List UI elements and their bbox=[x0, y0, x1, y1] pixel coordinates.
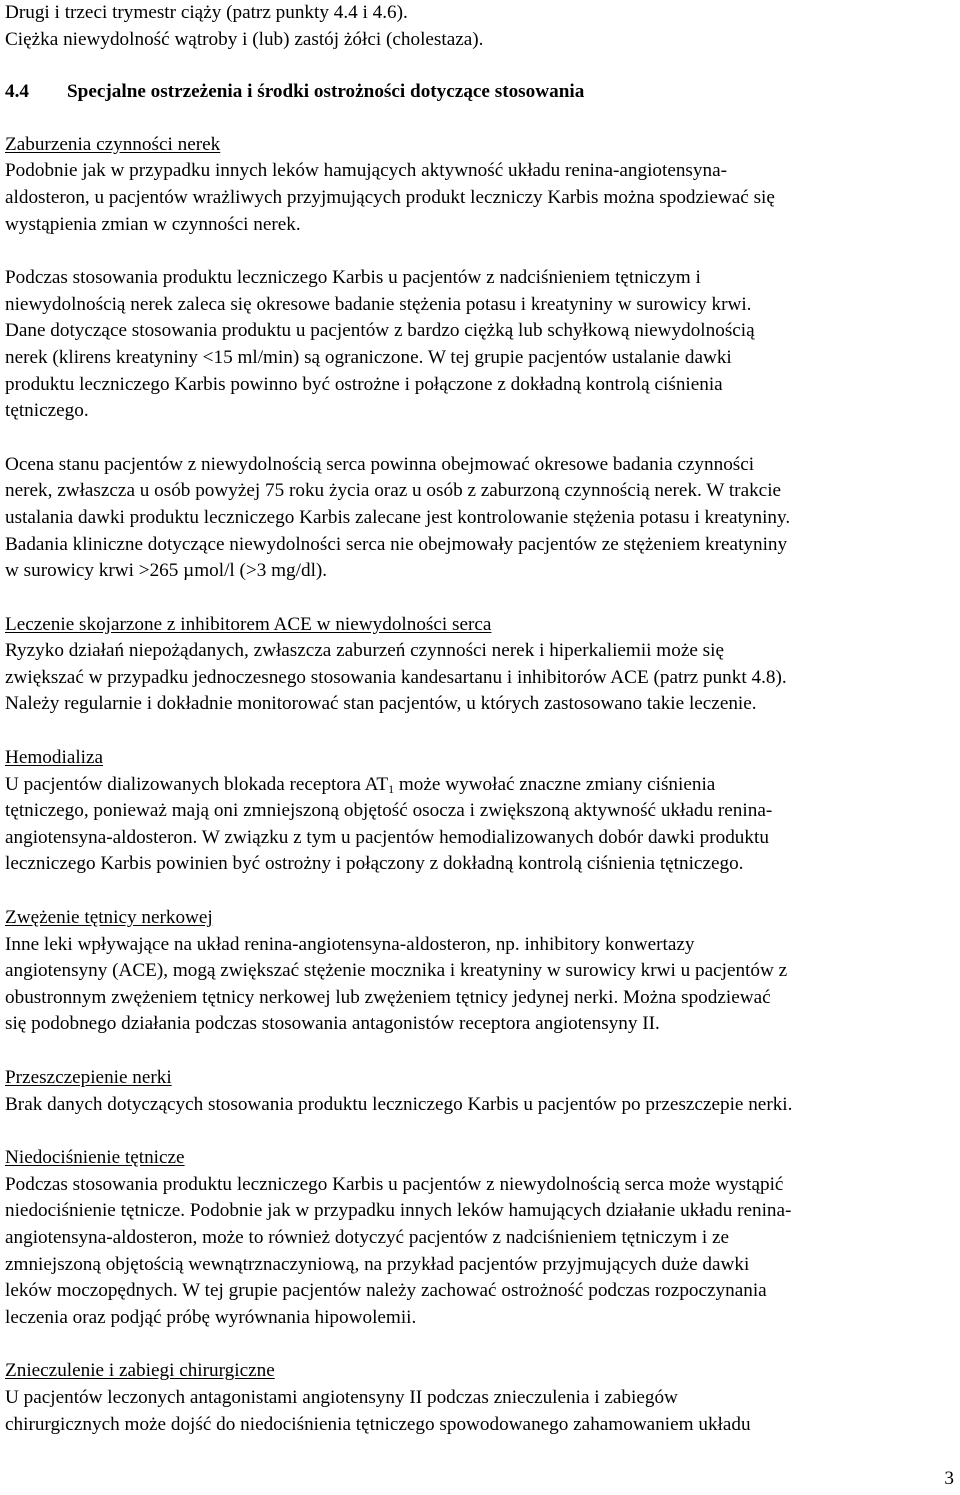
paragraph-line: U pacjentów leczonych antagonistami angiotensyny II podczas znieczulenia i zabiegów bbox=[5, 1386, 678, 1408]
text-fragment: może wywołać znaczne zmiany ciśnienia bbox=[394, 773, 716, 795]
page-number: 3 bbox=[944, 1468, 954, 1489]
subheading-renal-stenosis: Zwężenie tętnicy nerkowej bbox=[5, 907, 213, 929]
paragraph-line: w surowicy krwi >265 µmol/l (>3 mg/dl). bbox=[5, 560, 328, 582]
paragraph-line: produktu leczniczego Karbis powinno być ostrożne i połączone z dokładną kontrolą ciśnienia bbox=[5, 373, 723, 395]
subscript: 1 bbox=[388, 781, 395, 796]
subheading-hemodialysis: Hemodializa bbox=[5, 747, 104, 769]
paragraph-line: wystąpienia zmian w czynności nerek. bbox=[5, 213, 301, 235]
paragraph-line: nerek (klirens kreatyniny <15 ml/min) są ograniczone. W tej grupie pacjentów ustalanie dawki bbox=[5, 346, 732, 368]
paragraph-line: angiotensyna-aldosteron, może to również dotyczyć pacjentów z nadciśnieniem tętniczym i ze bbox=[5, 1226, 730, 1248]
paragraph-line: Podobnie jak w przypadku innych leków hamujących aktywność układu renina-angiotensyna- bbox=[5, 160, 727, 182]
paragraph-line: leczenia oraz podjąć próbę wyrównania hipowolemii. bbox=[5, 1306, 417, 1328]
paragraph-line: aldosteron, u pacjentów wrażliwych przyjmujących produkt leczniczy Karbis można spodziewać się bbox=[5, 186, 775, 208]
paragraph-line: chirurgicznych może dojść do niedociśnienia tętniczego spowodowanego zahamowaniem układu bbox=[5, 1413, 751, 1435]
paragraph-line: Inne leki wpływające na układ renina-angiotensyna-aldosteron, np. inhibitory konwertazy bbox=[5, 933, 695, 955]
subheading-anesthesia-surgery: Znieczulenie i zabiegi chirurgiczne bbox=[5, 1360, 275, 1382]
paragraph-line: Podczas stosowania produktu leczniczego Karbis u pacjentów z nadciśnieniem tętniczym i bbox=[5, 267, 701, 289]
paragraph-line: Podczas stosowania produktu leczniczego Karbis u pacjentów z niewydolnością serca może wystąpić bbox=[5, 1173, 784, 1195]
subheading-hypotension: Niedociśnienie tętnicze bbox=[5, 1147, 185, 1169]
paragraph-line: obustronnym zwężeniem tętnicy nerkowej lub zwężeniem tętnicy jedynej nerki. Można spodziewać bbox=[5, 986, 771, 1008]
paragraph-line: niewydolnością nerek zaleca się okresowe badanie stężenia potasu i kreatyniny w surowicy krwi. bbox=[5, 293, 752, 315]
paragraph-line: Dane dotyczące stosowania produktu u pacjentów z bardzo ciężką lub schyłkową niewydolnością bbox=[5, 320, 755, 342]
paragraph-line: Należy regularnie i dokładnie monitorować stan pacjentów, u których zastosowano takie leczenie. bbox=[5, 693, 757, 715]
paragraph-line: nerek, zwłaszcza u osób powyżej 75 roku życia oraz u osób z zaburzoną czynnością nerek. W trakcie bbox=[5, 480, 782, 502]
subheading-kidney: Zaburzenia czynności nerek bbox=[5, 133, 221, 155]
paragraph-line: niedociśnienie tętnicze. Podobnie jak w przypadku innych leków hamujących działanie układu renina- bbox=[5, 1200, 792, 1222]
paragraph-line: tętniczego, ponieważ mają oni zmniejszoną objętość osocza i zwiększoną aktywność układu renina- bbox=[5, 800, 773, 822]
paragraph-line: Ocena stanu pacjentów z niewydolnością serca powinna obejmować okresowe badania czynności bbox=[5, 453, 755, 475]
intro-line: Ciężka niewydolność wątroby i (lub) zastój żółci (cholestaza). bbox=[5, 28, 484, 50]
paragraph-line: leków moczopędnych. W tej grupie pacjentów należy zachować ostrożność podczas rozpoczynania bbox=[5, 1280, 767, 1302]
subheading-ace-combination: Leczenie skojarzone z inhibitorem ACE w niewydolności serca bbox=[5, 613, 492, 635]
paragraph-line: leczniczego Karbis powinien być ostrożny i połączony z dokładną kontrolą ciśnienia tętniczego. bbox=[5, 853, 744, 875]
document-page bbox=[5, 0, 960, 1438]
paragraph-line: ustalania dawki produktu leczniczego Karbis zalecane jest kontrolowanie stężenia potasu i kreatyniny. bbox=[5, 506, 791, 528]
text-fragment: U pacjentów dializowanych blokada receptora AT bbox=[5, 773, 389, 795]
paragraph-line: Brak danych dotyczących stosowania produktu leczniczego Karbis u pacjentów po przeszczepie nerki. bbox=[5, 1093, 793, 1115]
paragraph-line: angiotensyny (ACE), mogą zwiększać stężenie mocznika i kreatyniny w surowicy krwi u pacjentów z bbox=[5, 960, 788, 982]
subheading-kidney-transplant: Przeszczepienie nerki bbox=[5, 1067, 172, 1088]
paragraph-line: zwiększać w przypadku jednoczesnego stosowania kandesartanu i inhibitorów ACE (patrz punkt 4.8). bbox=[5, 666, 787, 688]
intro-line: Drugi i trzeci trymestr ciąży (patrz punkty 4.4 i 4.6). bbox=[5, 2, 408, 23]
section-number: 4.4 bbox=[5, 81, 29, 103]
paragraph-line: angiotensyna-aldosteron. W związku z tym u pacjentów hemodializowanych dobór dawki produktu bbox=[5, 826, 769, 848]
paragraph-line: tętniczego. bbox=[5, 400, 89, 422]
paragraph-line: się podobnego działania podczas stosowania antagonistów receptora angiotensyny II. bbox=[5, 1013, 660, 1035]
section-heading bbox=[5, 79, 960, 106]
paragraph-line: Ryzyko działań niepożądanych, zwłaszcza zaburzeń czynności nerek i hiperkaliemii może się bbox=[5, 640, 724, 662]
section-title: Specjalne ostrzeżenia i środki ostrożności dotyczące stosowania bbox=[67, 81, 585, 103]
paragraph-line: zmniejszoną objętością wewnątrznaczyniową, na przykład pacjentów przyjmujących duże dawki bbox=[5, 1253, 750, 1275]
paragraph-line: Badania kliniczne dotyczące niewydolności serca nie obejmowały pacjentów ze stężeniem kreatyniny bbox=[5, 533, 788, 555]
paragraph-line bbox=[5, 772, 960, 799]
